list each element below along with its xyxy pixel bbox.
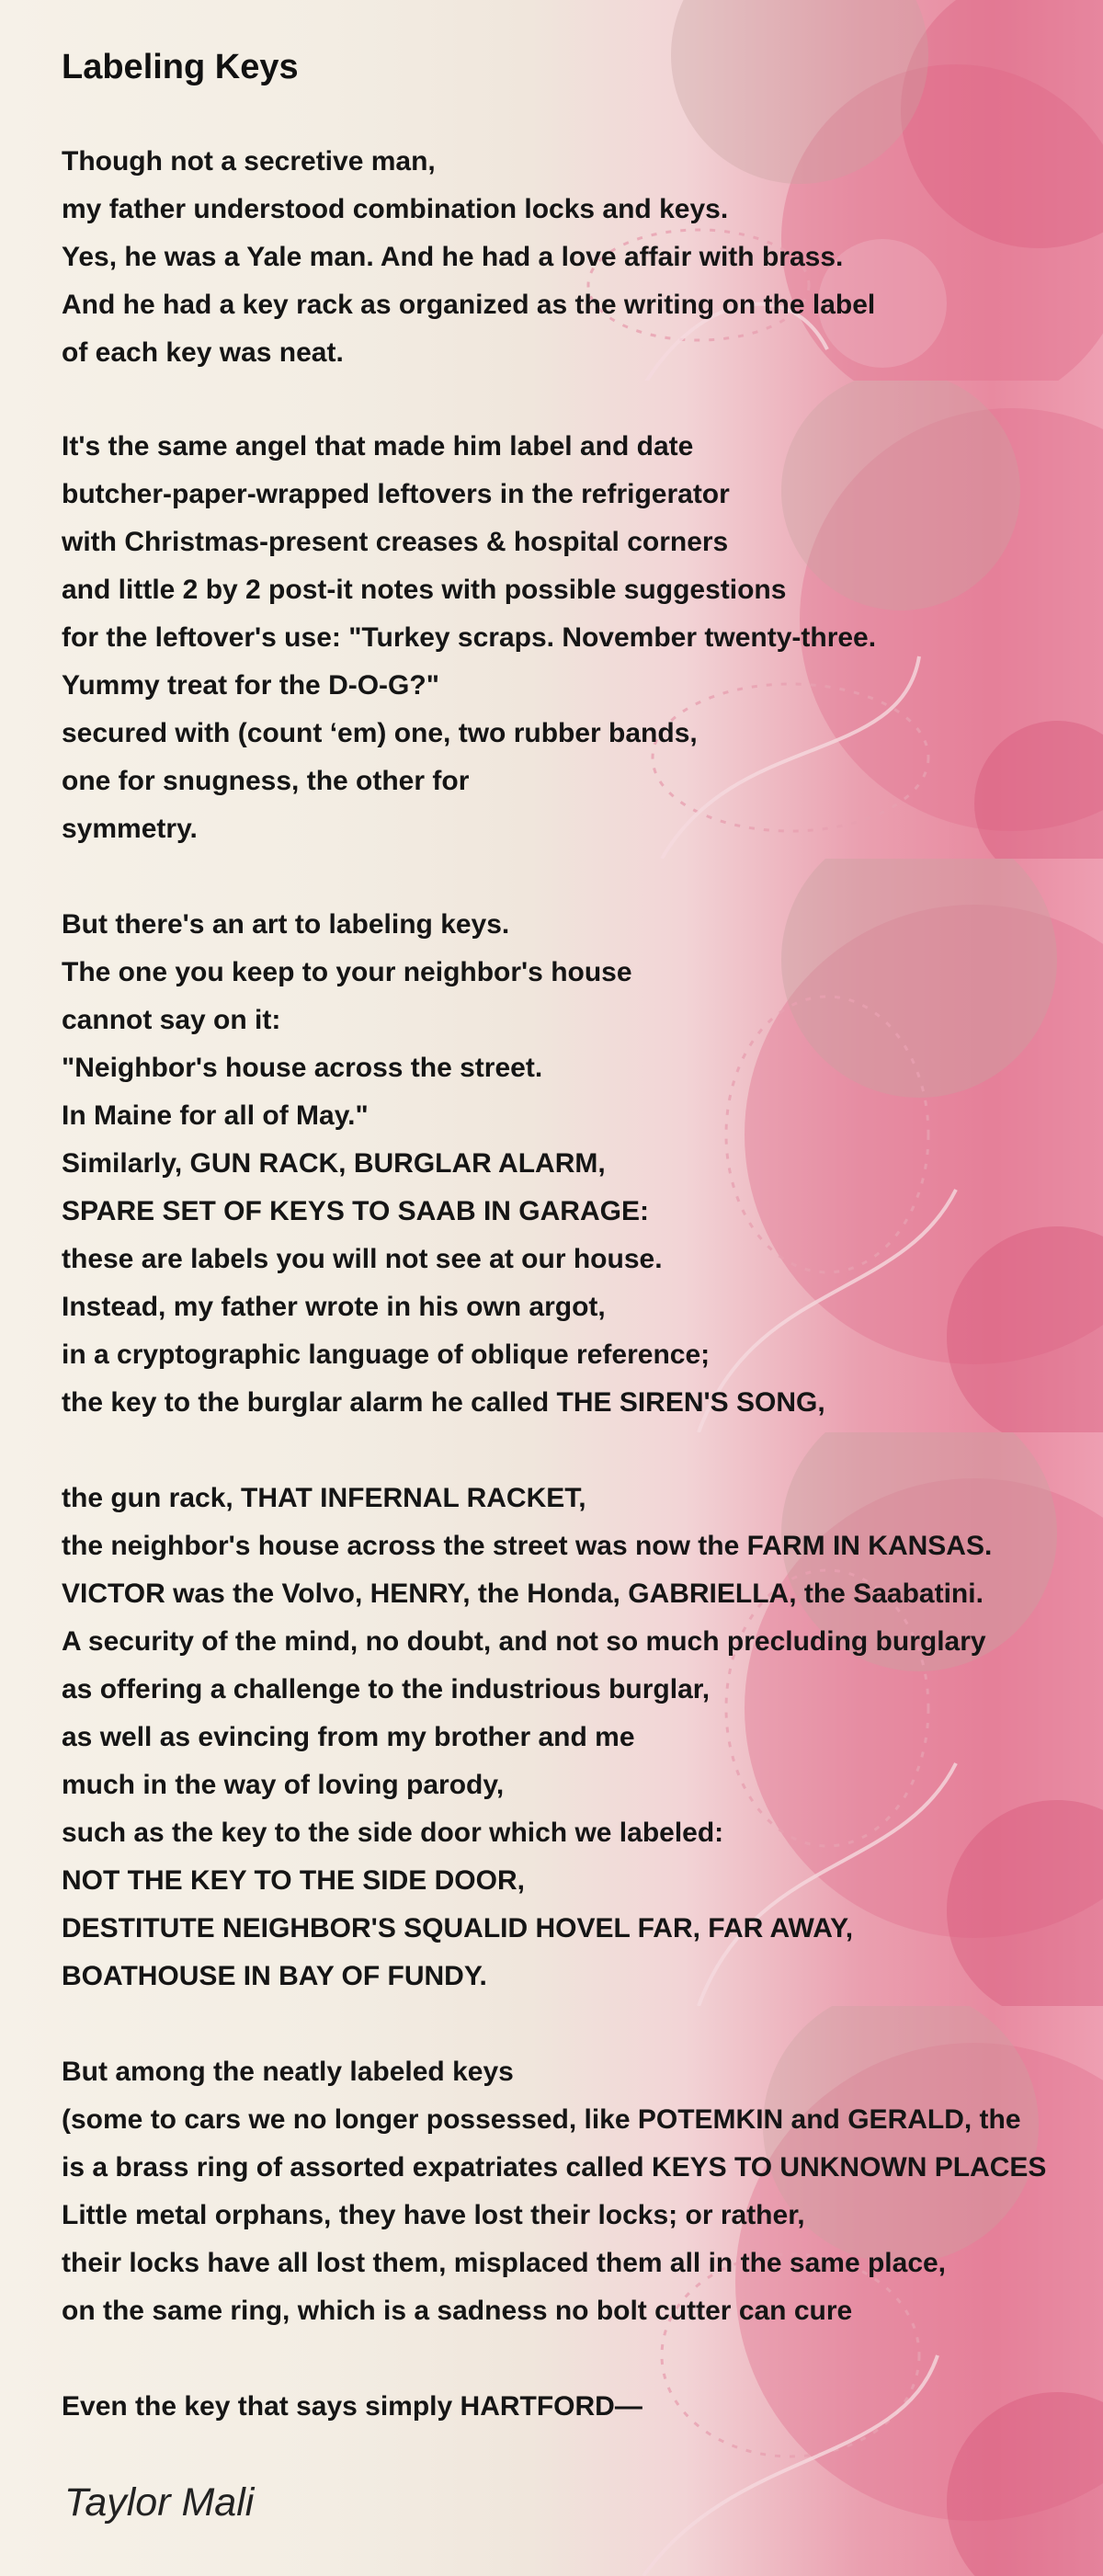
poem-line: Instead, my father wrote in his own argot, — [62, 1292, 606, 1322]
stanza-6 — [62, 2383, 642, 2431]
poem-line: my father understood combination locks and keys. — [62, 194, 729, 224]
poem-line: secured with (count ‘em) one, two rubber bands, — [62, 718, 698, 748]
poem-line: with Christmas-present creases & hospital corners — [62, 527, 729, 557]
poem-line: Yes, he was a Yale man. And he had a love affair with brass. — [62, 242, 844, 272]
poem-line: Similarly, GUN RACK, BURGLAR ALARM, — [62, 1148, 606, 1179]
poem-line: such as the key to the side door which we labeled: — [62, 1818, 724, 1848]
poem-line: And he had a key rack as organized as the writing on the label — [62, 290, 876, 320]
poem-line: the neighbor's house across the street was now the FARM IN KANSAS. — [62, 1531, 993, 1561]
poem-line: as offering a challenge to the industrious burglar, — [62, 1674, 711, 1704]
stanza-1 — [62, 138, 875, 377]
poem-line: Yummy treat for the D-O-G?" — [62, 670, 439, 701]
poem-line: Though not a secretive man, — [62, 146, 436, 177]
stanza-4 — [62, 1475, 992, 2000]
poem-author: Taylor Mali — [64, 2480, 255, 2525]
poem-line: in a cryptographic language of oblique reference; — [62, 1339, 711, 1370]
poem-line: DESTITUTE NEIGHBOR'S SQUALID HOVEL FAR, FAR AWAY, — [62, 1913, 854, 1943]
poem-line: of each key was neat. — [62, 337, 344, 368]
poem-line: SPARE SET OF KEYS TO SAAB IN GARAGE: — [62, 1196, 649, 1226]
poem-line: on the same ring, which is a sadness no bolt cutter can cure — [62, 2296, 853, 2326]
poem-line: It's the same angel that made him label and date — [62, 431, 694, 462]
poem-line: "Neighbor's house across the street. — [62, 1053, 543, 1083]
poem-line: is a brass ring of assorted expatriates called KEYS TO UNKNOWN PLACES — [62, 2152, 1047, 2183]
poem-line: symmetry. — [62, 814, 198, 844]
poem-line: butcher-paper-wrapped leftovers in the refrigerator — [62, 479, 730, 509]
stanza-3 — [62, 901, 825, 1427]
poem-line: as well as evincing from my brother and me — [62, 1722, 635, 1752]
poem-line: cannot say on it: — [62, 1005, 281, 1035]
poem-line: In Maine for all of May." — [62, 1100, 369, 1131]
poem-line: and little 2 by 2 post-it notes with possible suggestions — [62, 575, 787, 605]
stanza-5 — [62, 2048, 1046, 2335]
poem-line: Even the key that says simply HARTFORD— — [62, 2391, 642, 2422]
poem-line: (some to cars we no longer possessed, like POTEMKIN and GERALD, the — [62, 2104, 1021, 2135]
poem-line: the gun rack, THAT INFERNAL RACKET, — [62, 1483, 586, 1513]
poem-line: BOATHOUSE IN BAY OF FUNDY. — [62, 1961, 487, 1991]
stanza-2 — [62, 423, 876, 853]
poem-line: A security of the mind, no doubt, and not so much precluding burglary — [62, 1626, 986, 1657]
poem-line: VICTOR was the Volvo, HENRY, the Honda, GABRIELLA, the Saabatini. — [62, 1579, 984, 1609]
poem-line: The one you keep to your neighbor's house — [62, 957, 632, 987]
poem-line: these are labels you will not see at our house. — [62, 1244, 663, 1274]
poem-line: the key to the burglar alarm he called THE SIREN'S SONG, — [62, 1387, 825, 1418]
poem-line: But among the neatly labeled keys — [62, 2057, 514, 2087]
poem-line: But there's an art to labeling keys. — [62, 909, 510, 940]
poem-line: one for snugness, the other for — [62, 766, 470, 796]
poem-line: NOT THE KEY TO THE SIDE DOOR, — [62, 1865, 525, 1896]
poem-line: much in the way of loving parody, — [62, 1770, 505, 1800]
poem-line: Little metal orphans, they have lost their locks; or rather, — [62, 2200, 805, 2230]
poem-line: for the leftover's use: "Turkey scraps. November twenty-three. — [62, 622, 877, 653]
poem-title: Labeling Keys — [62, 48, 299, 86]
poem-line: their locks have all lost them, misplaced them all in the same place, — [62, 2248, 947, 2278]
